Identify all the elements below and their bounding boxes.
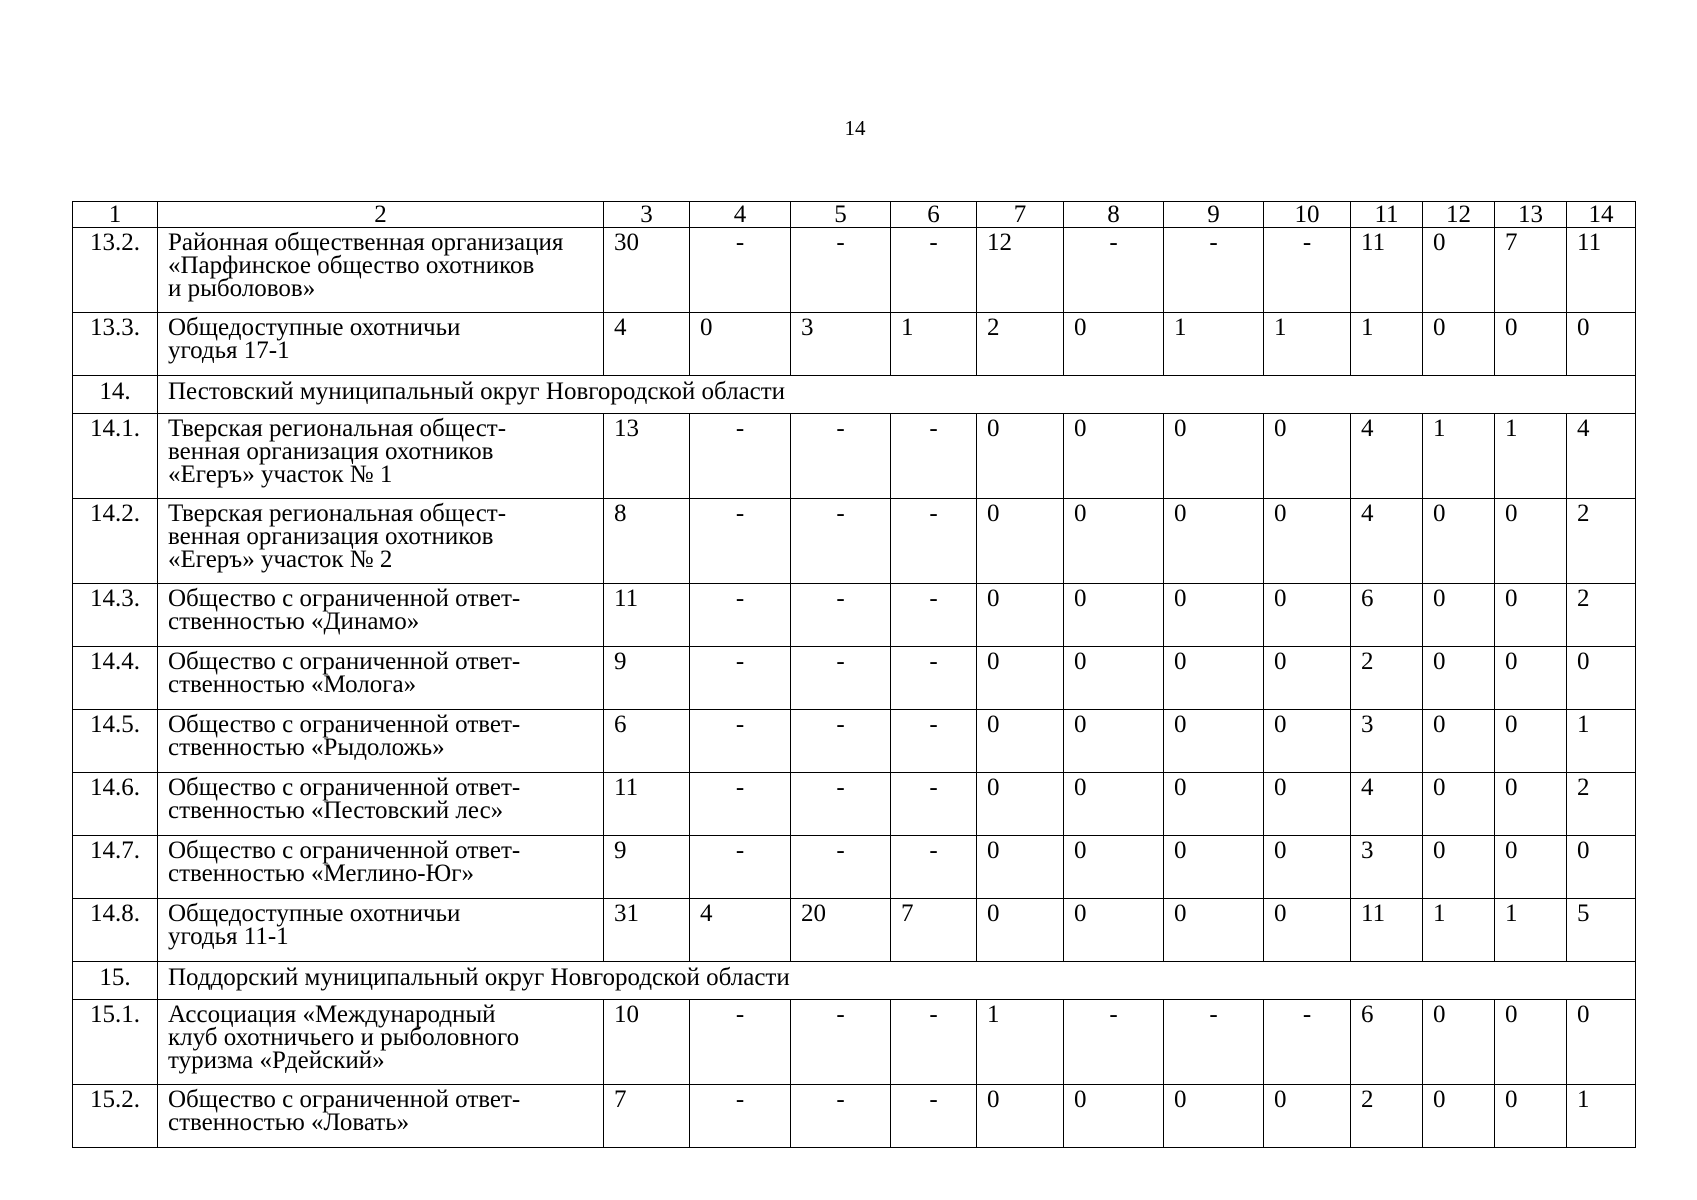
column-header: 9 [1164,202,1264,228]
column-header: 12 [1423,202,1495,228]
value-cell: 0 [1423,710,1495,773]
organization-name-line: ственностью «Динамо» [168,608,420,635]
table-row [73,1085,1636,1148]
value-cell: 0 [1164,836,1264,899]
value-cell: - [690,710,791,773]
value-cell: 0 [1495,710,1567,773]
organization-name-line: и рыболовов» [168,275,316,302]
value-cell: 0 [977,899,1064,962]
row-number: 14.4. [73,647,158,710]
organization-name-line: Общество с ограниченной ответ- [168,711,521,738]
value-cell: - [690,228,791,313]
organization-name [158,1085,604,1148]
table-row [73,228,1636,313]
value-cell: 8 [604,499,690,584]
value-cell: 11 [1351,228,1423,313]
organization-name-line: Общество с ограниченной ответ- [168,774,521,801]
value-cell: 4 [1351,499,1423,584]
organization-name-line: туризма «Рдейский» [168,1047,385,1074]
organization-name-line: угодья 11-1 [168,923,289,950]
row-number: 15.2. [73,1085,158,1148]
table-row [73,414,1636,499]
value-cell: - [891,499,977,584]
value-cell: 0 [1064,313,1164,376]
organization-name-line: ственностью «Рыдоложь» [168,734,445,761]
value-cell: 2 [1567,773,1636,836]
table-row [73,773,1636,836]
row-number: 14.2. [73,499,158,584]
row-number: 13.3. [73,313,158,376]
column-header: 14 [1567,202,1636,228]
organization-name [158,228,604,313]
value-cell: 0 [1164,584,1264,647]
value-cell: 1 [1264,313,1351,376]
table-row [73,710,1636,773]
value-cell: - [791,1085,891,1148]
organization-name-line: Общество с ограниченной ответ- [168,585,521,612]
value-cell: 0 [1164,773,1264,836]
column-header: 2 [158,202,604,228]
value-cell: 7 [1495,228,1567,313]
value-cell: 0 [977,414,1064,499]
value-cell: 2 [977,313,1064,376]
value-cell: 1 [1423,414,1495,499]
organization-name-line: Общедоступные охотничьи [168,900,461,927]
value-cell: 0 [1495,1085,1567,1148]
table-row [73,584,1636,647]
value-cell: 1 [1495,414,1567,499]
organization-name-line: Ассоциация «Международный [168,1001,496,1028]
row-number: 14.6. [73,773,158,836]
organization-name [158,899,604,962]
organization-name-line: венная организация охотников [168,523,494,550]
value-cell: 0 [1423,647,1495,710]
column-header: 7 [977,202,1064,228]
value-cell: 12 [977,228,1064,313]
organization-name-line: ственностью «Пестовский лес» [168,797,504,824]
value-cell: - [791,647,891,710]
organization-name [158,499,604,584]
value-cell: 1 [1567,710,1636,773]
value-cell: 0 [1264,584,1351,647]
value-cell: 0 [1423,1000,1495,1085]
value-cell: 0 [1495,584,1567,647]
value-cell: 0 [1164,414,1264,499]
organization-name-line: Тверская региональная общест- [168,415,507,442]
value-cell: 0 [977,1085,1064,1148]
column-header: 11 [1351,202,1423,228]
value-cell: - [791,710,891,773]
value-cell: 0 [1423,836,1495,899]
value-cell: 6 [1351,1000,1423,1085]
value-cell: - [690,647,791,710]
section-row [73,376,1636,414]
row-number: 14.5. [73,710,158,773]
value-cell: 0 [1423,313,1495,376]
organization-name-line: Районная общественная организация [168,229,564,256]
value-cell: 0 [977,710,1064,773]
value-cell: 0 [1567,313,1636,376]
value-cell: - [891,584,977,647]
organization-name-line: «Егеръ» участок № 1 [168,461,393,488]
value-cell: 0 [1264,899,1351,962]
value-cell: - [1164,1000,1264,1085]
value-cell: 5 [1567,899,1636,962]
row-number: 14.1. [73,414,158,499]
value-cell: - [891,1000,977,1085]
value-cell: 0 [1495,499,1567,584]
value-cell: 4 [690,899,791,962]
value-cell: 0 [1495,647,1567,710]
value-cell: - [891,647,977,710]
value-cell: 0 [1264,836,1351,899]
organization-name-line: Общедоступные охотничьи [168,314,461,341]
value-cell: - [1264,1000,1351,1085]
value-cell: - [791,584,891,647]
value-cell: 3 [791,313,891,376]
value-cell: 0 [1064,647,1164,710]
value-cell: 6 [1351,584,1423,647]
value-cell: 0 [1423,1085,1495,1148]
section-number: 14. [73,376,158,414]
value-cell: 0 [1164,710,1264,773]
value-cell: 0 [1064,499,1164,584]
organization-name-line: Общество с ограниченной ответ- [168,1086,521,1113]
row-number: 13.2. [73,228,158,313]
value-cell: - [891,414,977,499]
value-cell: 13 [604,414,690,499]
value-cell: - [791,414,891,499]
column-header: 1 [73,202,158,228]
organization-name-line: венная организация охотников [168,438,494,465]
organization-name [158,313,604,376]
value-cell: 9 [604,647,690,710]
row-number: 14.3. [73,584,158,647]
value-cell: - [891,710,977,773]
value-cell: 1 [1567,1085,1636,1148]
column-header: 4 [690,202,791,228]
value-cell: 6 [604,710,690,773]
value-cell: 2 [1567,499,1636,584]
value-cell: 0 [1264,499,1351,584]
value-cell: - [1164,228,1264,313]
value-cell: 0 [1164,647,1264,710]
value-cell: 7 [891,899,977,962]
value-cell: 11 [1351,899,1423,962]
value-cell: 0 [1567,1000,1636,1085]
value-cell: - [690,414,791,499]
value-cell: 9 [604,836,690,899]
organization-name-line: ственностью «Ловать» [168,1109,410,1136]
organization-name [158,773,604,836]
value-cell: 0 [1064,899,1164,962]
organization-name-line: Общество с ограниченной ответ- [168,837,521,864]
value-cell: 31 [604,899,690,962]
value-cell: - [690,836,791,899]
value-cell: 0 [1495,836,1567,899]
organization-name [158,710,604,773]
value-cell: - [891,836,977,899]
section-number: 15. [73,962,158,1000]
value-cell: 4 [1567,414,1636,499]
value-cell: 1 [977,1000,1064,1085]
organization-name-line: ственностью «Молога» [168,671,417,698]
table-row [73,836,1636,899]
value-cell: 0 [1495,313,1567,376]
value-cell: 3 [1351,836,1423,899]
organization-name-line: Тверская региональная общест- [168,500,507,527]
value-cell: 4 [1351,414,1423,499]
value-cell: 0 [977,499,1064,584]
organization-name [158,647,604,710]
data-table [72,201,1636,1148]
organization-name-line: «Егеръ» участок № 2 [168,546,393,573]
value-cell: - [690,1000,791,1085]
section-title: Поддорский муниципальный округ Новгородской области [158,962,1636,1000]
row-number: 14.7. [73,836,158,899]
value-cell: 2 [1351,647,1423,710]
table-header [73,202,1636,228]
value-cell: 0 [977,647,1064,710]
column-header: 10 [1264,202,1351,228]
value-cell: 1 [1495,899,1567,962]
row-number: 15.1. [73,1000,158,1085]
organization-name [158,836,604,899]
value-cell: - [690,1085,791,1148]
organization-name-line: угодья 17-1 [168,337,290,364]
value-cell: 0 [977,584,1064,647]
value-cell: 4 [1351,773,1423,836]
value-cell: - [891,228,977,313]
value-cell: 1 [1164,313,1264,376]
table-row [73,899,1636,962]
value-cell: 0 [1264,414,1351,499]
table-body [73,228,1636,1148]
value-cell: - [791,836,891,899]
value-cell: 0 [1567,647,1636,710]
value-cell: 30 [604,228,690,313]
header-row [73,202,1636,228]
value-cell: 0 [1164,899,1264,962]
value-cell: - [791,1000,891,1085]
value-cell: - [791,773,891,836]
value-cell: 0 [1423,773,1495,836]
value-cell: 2 [1351,1085,1423,1148]
value-cell: - [1064,1000,1164,1085]
value-cell: 0 [1064,584,1164,647]
value-cell: 7 [604,1085,690,1148]
value-cell: 0 [1423,499,1495,584]
value-cell: 2 [1567,584,1636,647]
page-number: 14 [844,116,866,140]
value-cell: - [690,499,791,584]
value-cell: 10 [604,1000,690,1085]
value-cell: 0 [1064,414,1164,499]
value-cell: 0 [1423,584,1495,647]
value-cell: - [791,228,891,313]
column-header: 13 [1495,202,1567,228]
value-cell: 0 [977,773,1064,836]
value-cell: - [690,584,791,647]
value-cell: 0 [1264,773,1351,836]
column-header: 8 [1064,202,1164,228]
value-cell: 0 [1164,499,1264,584]
value-cell: 4 [604,313,690,376]
table-row [73,313,1636,376]
row-number: 14.8. [73,899,158,962]
value-cell: - [891,773,977,836]
value-cell: - [791,499,891,584]
value-cell: 0 [1064,773,1164,836]
organization-name-line: «Парфинское общество охотников [168,252,535,279]
table-row [73,647,1636,710]
value-cell: - [690,773,791,836]
organization-name [158,584,604,647]
value-cell: 0 [1264,647,1351,710]
organization-name-line: Общество с ограниченной ответ- [168,648,521,675]
value-cell: 3 [1351,710,1423,773]
column-header: 3 [604,202,690,228]
column-header: 6 [891,202,977,228]
table-row [73,1000,1636,1085]
value-cell: 0 [1264,710,1351,773]
value-cell: 0 [1495,1000,1567,1085]
organization-name-line: ственностью «Меглино-Юг» [168,860,474,887]
value-cell: 1 [1423,899,1495,962]
value-cell: - [891,1085,977,1148]
value-cell: 1 [1351,313,1423,376]
value-cell: 0 [977,836,1064,899]
value-cell: - [1264,228,1351,313]
organization-name-line: клуб охотничьего и рыболовного [168,1024,520,1051]
organization-name [158,414,604,499]
value-cell: - [1064,228,1164,313]
organization-name [158,1000,604,1085]
value-cell: 11 [604,773,690,836]
value-cell: 0 [1064,710,1164,773]
value-cell: 11 [1567,228,1636,313]
value-cell: 20 [791,899,891,962]
value-cell: 11 [604,584,690,647]
value-cell: 0 [1164,1085,1264,1148]
table-row [73,499,1636,584]
value-cell: 0 [1567,836,1636,899]
value-cell: 0 [1064,836,1164,899]
value-cell: 0 [1264,1085,1351,1148]
value-cell: 1 [891,313,977,376]
value-cell: 0 [690,313,791,376]
value-cell: 0 [1495,773,1567,836]
column-header: 5 [791,202,891,228]
value-cell: 0 [1423,228,1495,313]
section-title: Пестовский муниципальный округ Новгородской области [158,376,1636,414]
value-cell: 0 [1064,1085,1164,1148]
section-row [73,962,1636,1000]
